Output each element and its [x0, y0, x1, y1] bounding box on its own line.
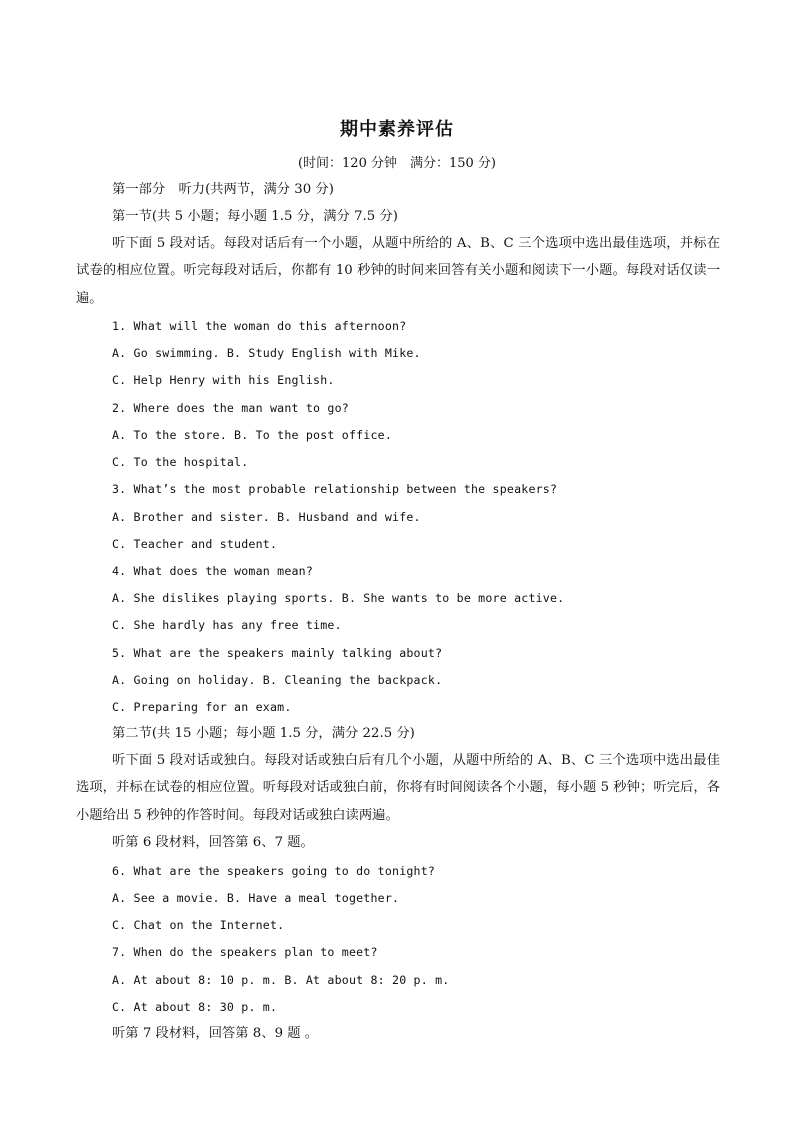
- question-7: 7. When do the speakers plan to meet?: [112, 945, 378, 959]
- time-score-info: (时间：120 分钟 满分：150 分): [297, 156, 497, 171]
- question-5-option-c: C. Preparing for an exam.: [112, 700, 292, 714]
- question-6-option-c: C. Chat on the Internet.: [112, 918, 285, 932]
- question-7-option-c: C. At about 8: 30 p. m.: [112, 1000, 278, 1014]
- question-5-options-ab: A. Going on holiday. B. Cleaning the backpack.: [112, 673, 443, 687]
- question-1: 1. What will the woman do this afternoon?: [112, 319, 407, 333]
- question-4-options-ab: A. She dislikes playing sports. B. She wants to be more active.: [112, 591, 565, 605]
- question-3-options-ab: A. Brother and sister. B. Husband and wife.: [112, 510, 421, 524]
- question-6: 6. What are the speakers going to do tonight?: [112, 864, 436, 878]
- section2-heading: 第二节(共 15 小题；每小题 1.5 分，满分 22.5 分): [112, 726, 415, 741]
- material-7-heading: 听第 7 段材料，回答第 8、9 题 。: [112, 1026, 319, 1041]
- question-3: 3. What’s the most probable relationship between the speakers?: [112, 482, 558, 496]
- question-2: 2. Where does the man want to go?: [112, 401, 349, 415]
- question-6-options-ab: A. See a movie. B. Have a meal together.: [112, 891, 400, 905]
- question-2-option-c: C. To the hospital.: [112, 455, 249, 469]
- question-7-options-ab: A. At about 8: 10 p. m. B. At about 8: 20 p. m.: [112, 973, 450, 987]
- question-2-options-ab: A. To the store. B. To the post office.: [112, 428, 393, 442]
- section2-instructions: 听下面 5 段对话或独白。每段对话或独白后有几个小题，从题中所给的 A、B、C 三个选项中选出最佳选项，并标在试卷的相应位置。听每段对话或独白前，你将有时间阅读各个小题，每小题 5 秒钟；听完后，各小题给出 5 秒钟的作答时间。每段对话或独白读两遍。: [76, 753, 720, 823]
- question-3-option-c: C. Teacher and student.: [112, 537, 278, 551]
- question-5: 5. What are the speakers mainly talking about?: [112, 646, 443, 660]
- section1-heading: 第一节(共 5 小题；每小题 1.5 分，满分 7.5 分): [112, 209, 398, 224]
- question-4-option-c: C. She hardly has any free time.: [112, 618, 342, 632]
- question-1-option-c: C. Help Henry with his English.: [112, 373, 335, 387]
- part1-heading: 第一部分 听力(共两节，满分 30 分): [112, 182, 334, 197]
- question-1-options-ab: A. Go swimming. B. Study English with Mike.: [112, 346, 421, 360]
- question-4: 4. What does the woman mean?: [112, 564, 314, 578]
- section1-instructions: 听下面 5 段对话。每段对话后有一个小题，从题中所给的 A、B、C 三个选项中选出最佳选项，并标在试卷的相应位置。听完每段对话后，你都有 10 秒钟的时间来回答有关小题和阅读下一小题。每段对话仅读一遍。: [76, 236, 720, 306]
- material-6-heading: 听第 6 段材料，回答第 6、7 题。: [112, 835, 314, 850]
- page-title: 期中素养评估: [340, 119, 454, 140]
